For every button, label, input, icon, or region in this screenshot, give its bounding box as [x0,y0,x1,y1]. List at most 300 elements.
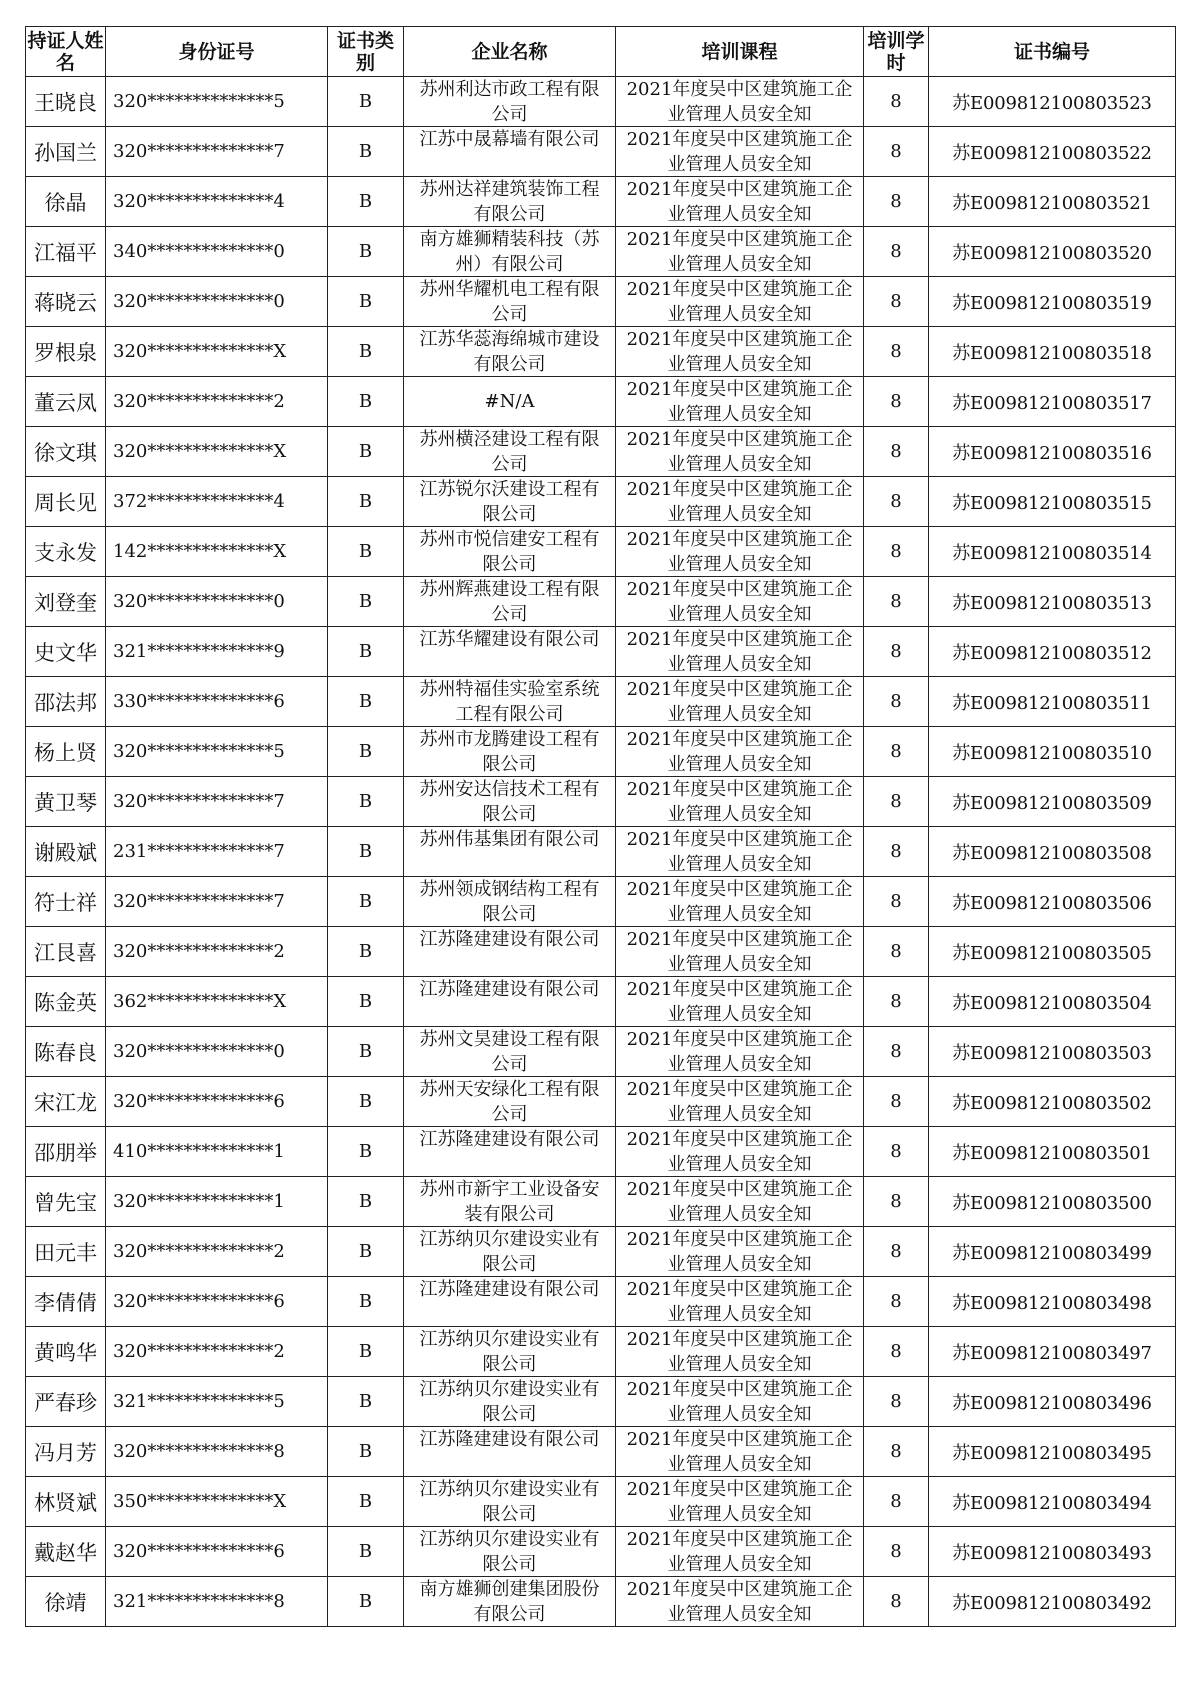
training-course-cell [616,277,864,327]
company-name-cell-text: 苏州市悦信建安工程有限公司 [419,528,600,573]
table-row [26,377,1176,427]
training-hours-cell: 8 [864,377,929,427]
holder-name-cell: 严春珍 [26,1377,106,1427]
holder-name-cell: 史文华 [26,627,106,677]
table-row [26,777,1176,827]
company-name-cell-text: 江苏纳贝尔建设实业有限公司 [419,1328,600,1373]
training-course-cell [616,1277,864,1327]
table-row [26,277,1176,327]
cert-number-cell: 苏E009812100803512 [929,627,1176,677]
holder-name-cell: 黄卫琴 [26,777,106,827]
company-name-cell [404,1377,616,1427]
training-hours-cell: 8 [864,1127,929,1177]
id-number-cell: 320**************0 [106,577,328,627]
id-number-cell: 320**************7 [106,877,328,927]
training-course-cell [616,627,864,677]
header-training-hours: 培训学时 [864,27,929,77]
holder-name-cell: 罗根泉 [26,327,106,377]
cert-category-cell: B [328,277,404,327]
certificate-table [25,26,1176,1627]
cert-number-cell: 苏E009812100803509 [929,777,1176,827]
cert-category-cell: B [328,627,404,677]
company-name-cell [404,1477,616,1527]
holder-name-cell: 邵法邦 [26,677,106,727]
table-row [26,1527,1176,1577]
training-course-cell-text: 2021年度吴中区建筑施工企业管理人员安全知 [626,1378,853,1423]
company-name-cell [404,1027,616,1077]
cert-category-cell: B [328,377,404,427]
holder-name-cell: 戴赵华 [26,1527,106,1577]
table-row [26,1477,1176,1527]
holder-name-cell: 刘登奎 [26,577,106,627]
header-holder-name: 持证人姓名 [26,27,106,77]
header-cert-number: 证书编号 [929,27,1176,77]
cert-category-cell: B [328,1577,404,1627]
id-number-cell: 350**************X [106,1477,328,1527]
cert-category-cell: B [328,777,404,827]
training-course-cell [616,327,864,377]
company-name-cell-text: 南方雄狮创建集团股份有限公司 [419,1578,600,1623]
training-course-cell [616,577,864,627]
holder-name-cell: 徐文琪 [26,427,106,477]
training-course-cell-text: 2021年度吴中区建筑施工企业管理人员安全知 [626,1328,853,1373]
company-name-cell-text: 江苏纳贝尔建设实业有限公司 [419,1378,600,1423]
training-course-cell [616,1427,864,1477]
training-hours-cell: 8 [864,1577,929,1627]
cert-number-cell: 苏E009812100803492 [929,1577,1176,1627]
cert-number-cell: 苏E009812100803505 [929,927,1176,977]
training-course-cell [616,427,864,477]
training-hours-cell: 8 [864,427,929,477]
training-course-cell [616,1027,864,1077]
company-name-cell [404,1527,616,1577]
training-course-cell [616,827,864,877]
company-name-cell [404,927,616,977]
cert-category-cell: B [328,877,404,927]
cert-number-cell: 苏E009812100803508 [929,827,1176,877]
company-name-cell [404,1577,616,1627]
training-hours-cell: 8 [864,1427,929,1477]
training-course-cell [616,477,864,527]
table-row [26,1377,1176,1427]
cert-number-cell: 苏E009812100803521 [929,177,1176,227]
training-hours-cell: 8 [864,577,929,627]
training-course-cell-text: 2021年度吴中区建筑施工企业管理人员安全知 [626,378,853,423]
training-hours-cell: 8 [864,227,929,277]
training-course-cell-text: 2021年度吴中区建筑施工企业管理人员安全知 [626,478,853,523]
training-course-cell-text: 2021年度吴中区建筑施工企业管理人员安全知 [626,128,853,173]
training-course-cell-text: 2021年度吴中区建筑施工企业管理人员安全知 [626,1078,853,1123]
table-row [26,677,1176,727]
training-hours-cell: 8 [864,277,929,327]
company-name-cell [404,327,616,377]
table-row [26,527,1176,577]
table-row [26,827,1176,877]
training-hours-cell: 8 [864,177,929,227]
training-hours-cell: 8 [864,1527,929,1577]
training-hours-cell: 8 [864,1077,929,1127]
training-course-cell-text: 2021年度吴中区建筑施工企业管理人员安全知 [626,178,853,223]
table-row [26,177,1176,227]
training-hours-cell: 8 [864,827,929,877]
id-number-cell: 320**************6 [106,1277,328,1327]
cert-category-cell: B [328,427,404,477]
company-name-cell [404,427,616,477]
table-row [26,477,1176,527]
cert-number-cell: 苏E009812100803502 [929,1077,1176,1127]
training-course-cell-text: 2021年度吴中区建筑施工企业管理人员安全知 [626,1528,853,1573]
company-name-cell [404,1077,616,1127]
table-row [26,127,1176,177]
training-hours-cell: 8 [864,727,929,777]
id-number-cell: 320**************6 [106,1527,328,1577]
cert-number-cell: 苏E009812100803500 [929,1177,1176,1227]
cert-number-cell: 苏E009812100803495 [929,1427,1176,1477]
table-row [26,577,1176,627]
id-number-cell: 320**************X [106,427,328,477]
training-course-cell-text: 2021年度吴中区建筑施工企业管理人员安全知 [626,1128,853,1173]
id-number-cell: 320**************2 [106,1227,328,1277]
cert-number-cell: 苏E009812100803520 [929,227,1176,277]
training-course-cell [616,227,864,277]
holder-name-cell: 谢殿斌 [26,827,106,877]
training-course-cell [616,1377,864,1427]
training-hours-cell: 8 [864,327,929,377]
holder-name-cell: 周长见 [26,477,106,527]
training-course-cell [616,777,864,827]
table-row [26,977,1176,1027]
company-name-cell-text: 苏州横泾建设工程有限公司 [419,428,600,473]
table-row [26,927,1176,977]
company-name-cell [404,1277,616,1327]
cert-category-cell: B [328,327,404,377]
id-number-cell: 321**************9 [106,627,328,677]
training-course-cell [616,1527,864,1577]
cert-number-cell: 苏E009812100803494 [929,1477,1176,1527]
cert-category-cell: B [328,927,404,977]
holder-name-cell: 田元丰 [26,1227,106,1277]
company-name-cell-text: 苏州利达市政工程有限公司 [419,78,600,123]
id-number-cell: 320**************2 [106,377,328,427]
training-hours-cell: 8 [864,477,929,527]
company-name-cell-text: 江苏隆建建设有限公司 [419,1278,600,1300]
training-course-cell-text: 2021年度吴中区建筑施工企业管理人员安全知 [626,728,853,773]
id-number-cell: 320**************5 [106,727,328,777]
cert-category-cell: B [328,827,404,877]
company-name-cell-text: 苏州伟基集团有限公司 [419,828,600,850]
training-hours-cell: 8 [864,1027,929,1077]
holder-name-cell: 王晓良 [26,77,106,127]
company-name-cell [404,777,616,827]
id-number-cell: 320**************5 [106,77,328,127]
holder-name-cell: 李倩倩 [26,1277,106,1327]
company-name-cell-text: 江苏隆建建设有限公司 [419,1128,600,1150]
table-row [26,1427,1176,1477]
training-course-cell-text: 2021年度吴中区建筑施工企业管理人员安全知 [626,78,853,123]
company-name-cell [404,577,616,627]
company-name-cell-text: 苏州文昊建设工程有限公司 [419,1028,600,1073]
cert-number-cell: 苏E009812100803514 [929,527,1176,577]
header-cert-category: 证书类别 [328,27,404,77]
company-name-cell-text: 苏州安达信技术工程有限公司 [419,778,600,823]
id-number-cell: 320**************2 [106,1327,328,1377]
training-course-cell [616,1577,864,1627]
id-number-cell: 321**************8 [106,1577,328,1627]
holder-name-cell: 宋江龙 [26,1077,106,1127]
company-name-cell [404,1327,616,1377]
company-name-cell-text: 江苏纳贝尔建设实业有限公司 [419,1228,600,1273]
holder-name-cell: 陈春良 [26,1027,106,1077]
header-id-number: 身份证号 [106,27,328,77]
company-name-cell-text: 苏州辉燕建设工程有限公司 [419,578,600,623]
cert-category-cell: B [328,1427,404,1477]
holder-name-cell: 杨上贤 [26,727,106,777]
company-name-cell [404,727,616,777]
id-number-cell: 320**************2 [106,927,328,977]
id-number-cell: 320**************6 [106,1077,328,1127]
training-course-cell-text: 2021年度吴中区建筑施工企业管理人员安全知 [626,778,853,823]
company-name-cell-text: 江苏华蕊海绵城市建设有限公司 [419,328,600,373]
training-hours-cell: 8 [864,527,929,577]
training-hours-cell: 8 [864,777,929,827]
training-course-cell-text: 2021年度吴中区建筑施工企业管理人员安全知 [626,528,853,573]
id-number-cell: 320**************0 [106,277,328,327]
training-course-cell-text: 2021年度吴中区建筑施工企业管理人员安全知 [626,328,853,373]
cert-category-cell: B [328,227,404,277]
cert-number-cell: 苏E009812100803523 [929,77,1176,127]
training-course-cell-text: 2021年度吴中区建筑施工企业管理人员安全知 [626,878,853,923]
company-name-cell [404,977,616,1027]
company-name-cell [404,127,616,177]
id-number-cell: 362**************X [106,977,328,1027]
cert-number-cell: 苏E009812100803506 [929,877,1176,927]
company-name-cell-text: 江苏隆建建设有限公司 [419,928,600,950]
cert-number-cell: 苏E009812100803522 [929,127,1176,177]
training-course-cell-text: 2021年度吴中区建筑施工企业管理人员安全知 [626,628,853,673]
cert-number-cell: 苏E009812100803496 [929,1377,1176,1427]
training-course-cell-text: 2021年度吴中区建筑施工企业管理人员安全知 [626,1278,853,1323]
table-row [26,627,1176,677]
company-name-cell [404,277,616,327]
training-course-cell-text: 2021年度吴中区建筑施工企业管理人员安全知 [626,1028,853,1073]
cert-number-cell: 苏E009812100803510 [929,727,1176,777]
company-name-cell [404,1177,616,1227]
id-number-cell: 142**************X [106,527,328,577]
id-number-cell: 320**************4 [106,177,328,227]
table-row [26,1577,1176,1627]
id-number-cell: 372**************4 [106,477,328,527]
training-course-cell [616,677,864,727]
cert-category-cell: B [328,727,404,777]
holder-name-cell: 徐晶 [26,177,106,227]
table-body [26,77,1176,1627]
training-course-cell-text: 2021年度吴中区建筑施工企业管理人员安全知 [626,228,853,273]
training-hours-cell: 8 [864,1377,929,1427]
holder-name-cell: 孙国兰 [26,127,106,177]
training-hours-cell: 8 [864,127,929,177]
table-row [26,727,1176,777]
cert-category-cell: B [328,177,404,227]
table-row [26,1277,1176,1327]
company-name-cell-text: 江苏纳贝尔建设实业有限公司 [419,1478,600,1523]
cert-number-cell: 苏E009812100803516 [929,427,1176,477]
cert-number-cell: 苏E009812100803503 [929,1027,1176,1077]
company-name-cell-text: 苏州市龙腾建设工程有限公司 [419,728,600,773]
id-number-cell: 320**************0 [106,1027,328,1077]
training-course-cell [616,177,864,227]
company-name-cell-text: 苏州达祥建筑装饰工程有限公司 [419,178,600,223]
cert-category-cell: B [328,1527,404,1577]
company-name-cell [404,827,616,877]
company-name-cell-text: 江苏隆建建设有限公司 [419,978,600,1000]
header-training-course: 培训课程 [616,27,864,77]
training-hours-cell: 8 [864,77,929,127]
holder-name-cell: 林贤斌 [26,1477,106,1527]
company-name-cell [404,227,616,277]
training-course-cell-text: 2021年度吴中区建筑施工企业管理人员安全知 [626,1428,853,1473]
table-row [26,1327,1176,1377]
cert-number-cell: 苏E009812100803517 [929,377,1176,427]
table-row [26,1077,1176,1127]
training-course-cell [616,877,864,927]
holder-name-cell: 陈金英 [26,977,106,1027]
training-course-cell [616,1127,864,1177]
training-course-cell-text: 2021年度吴中区建筑施工企业管理人员安全知 [626,678,853,723]
training-hours-cell: 8 [864,1177,929,1227]
id-number-cell: 231**************7 [106,827,328,877]
cert-category-cell: B [328,127,404,177]
training-course-cell [616,977,864,1027]
cert-category-cell: B [328,977,404,1027]
cert-category-cell: B [328,677,404,727]
table-row [26,77,1176,127]
holder-name-cell: 支永发 [26,527,106,577]
company-name-cell [404,1427,616,1477]
cert-category-cell: B [328,527,404,577]
company-name-cell [404,177,616,227]
company-name-cell-text: 苏州天安绿化工程有限公司 [419,1078,600,1123]
cert-category-cell: B [328,1477,404,1527]
id-number-cell: 320**************7 [106,777,328,827]
table-row [26,1027,1176,1077]
training-course-cell-text: 2021年度吴中区建筑施工企业管理人员安全知 [626,978,853,1023]
training-course-cell-text: 2021年度吴中区建筑施工企业管理人员安全知 [626,928,853,973]
company-name-cell-text: 苏州特福佳实验室系统工程有限公司 [419,678,600,723]
table-header-row [26,27,1176,77]
id-number-cell: 320**************1 [106,1177,328,1227]
company-name-cell [404,1227,616,1277]
training-course-cell [616,1227,864,1277]
training-hours-cell: 8 [864,1227,929,1277]
cert-number-cell: 苏E009812100803501 [929,1127,1176,1177]
training-course-cell-text: 2021年度吴中区建筑施工企业管理人员安全知 [626,1228,853,1273]
table-row [26,427,1176,477]
cert-number-cell: 苏E009812100803515 [929,477,1176,527]
company-name-cell-text: 苏州华耀机电工程有限公司 [419,278,600,323]
training-course-cell-text: 2021年度吴中区建筑施工企业管理人员安全知 [626,828,853,873]
table-row [26,1177,1176,1227]
holder-name-cell: 曾先宝 [26,1177,106,1227]
id-number-cell: 320**************8 [106,1427,328,1477]
training-course-cell-text: 2021年度吴中区建筑施工企业管理人员安全知 [626,1478,853,1523]
company-name-cell [404,677,616,727]
training-hours-cell: 8 [864,1327,929,1377]
cert-number-cell: 苏E009812100803518 [929,327,1176,377]
company-name-cell [404,627,616,677]
id-number-cell: 330**************6 [106,677,328,727]
training-course-cell [616,1077,864,1127]
company-name-cell-text: 江苏隆建建设有限公司 [419,1428,600,1450]
cert-number-cell: 苏E009812100803499 [929,1227,1176,1277]
company-name-cell-text: 江苏锐尔沃建设工程有限公司 [419,478,600,523]
holder-name-cell: 黄鸣华 [26,1327,106,1377]
table-row [26,1127,1176,1177]
header-company-name: 企业名称 [404,27,616,77]
cert-number-cell: 苏E009812100803519 [929,277,1176,327]
cert-category-cell: B [328,1177,404,1227]
table-row [26,227,1176,277]
table-row [26,327,1176,377]
cert-number-cell: 苏E009812100803498 [929,1277,1176,1327]
holder-name-cell: 邵朋举 [26,1127,106,1177]
table-row [26,1227,1176,1277]
id-number-cell: 320**************7 [106,127,328,177]
cert-category-cell: B [328,1277,404,1327]
training-course-cell [616,1477,864,1527]
cert-category-cell: B [328,1077,404,1127]
cert-category-cell: B [328,1127,404,1177]
holder-name-cell: 符士祥 [26,877,106,927]
company-name-cell-text: #N/A [484,390,535,412]
holder-name-cell: 董云凤 [26,377,106,427]
cert-number-cell: 苏E009812100803511 [929,677,1176,727]
training-hours-cell: 8 [864,1277,929,1327]
training-course-cell-text: 2021年度吴中区建筑施工企业管理人员安全知 [626,1178,853,1223]
training-hours-cell: 8 [864,877,929,927]
training-hours-cell: 8 [864,677,929,727]
id-number-cell: 320**************X [106,327,328,377]
cert-category-cell: B [328,1027,404,1077]
cert-number-cell: 苏E009812100803493 [929,1527,1176,1577]
holder-name-cell: 江福平 [26,227,106,277]
company-name-cell-text: 江苏华耀建设有限公司 [419,628,600,650]
training-course-cell-text: 2021年度吴中区建筑施工企业管理人员安全知 [626,278,853,323]
training-course-cell [616,127,864,177]
training-course-cell [616,1327,864,1377]
training-hours-cell: 8 [864,977,929,1027]
company-name-cell [404,527,616,577]
cert-category-cell: B [328,477,404,527]
training-course-cell [616,1177,864,1227]
cert-category-cell: B [328,1327,404,1377]
id-number-cell: 321**************5 [106,1377,328,1427]
training-course-cell [616,927,864,977]
cert-category-cell: B [328,577,404,627]
company-name-cell-text: 江苏中晟幕墙有限公司 [419,128,600,150]
cert-category-cell: B [328,1377,404,1427]
id-number-cell: 340**************0 [106,227,328,277]
training-course-cell-text: 2021年度吴中区建筑施工企业管理人员安全知 [626,578,853,623]
training-course-cell [616,527,864,577]
id-number-cell: 410**************1 [106,1127,328,1177]
company-name-cell [404,1127,616,1177]
table-row [26,877,1176,927]
company-name-cell [404,77,616,127]
training-hours-cell: 8 [864,1477,929,1527]
cert-number-cell: 苏E009812100803497 [929,1327,1176,1377]
cert-category-cell: B [328,77,404,127]
training-course-cell-text: 2021年度吴中区建筑施工企业管理人员安全知 [626,428,853,473]
